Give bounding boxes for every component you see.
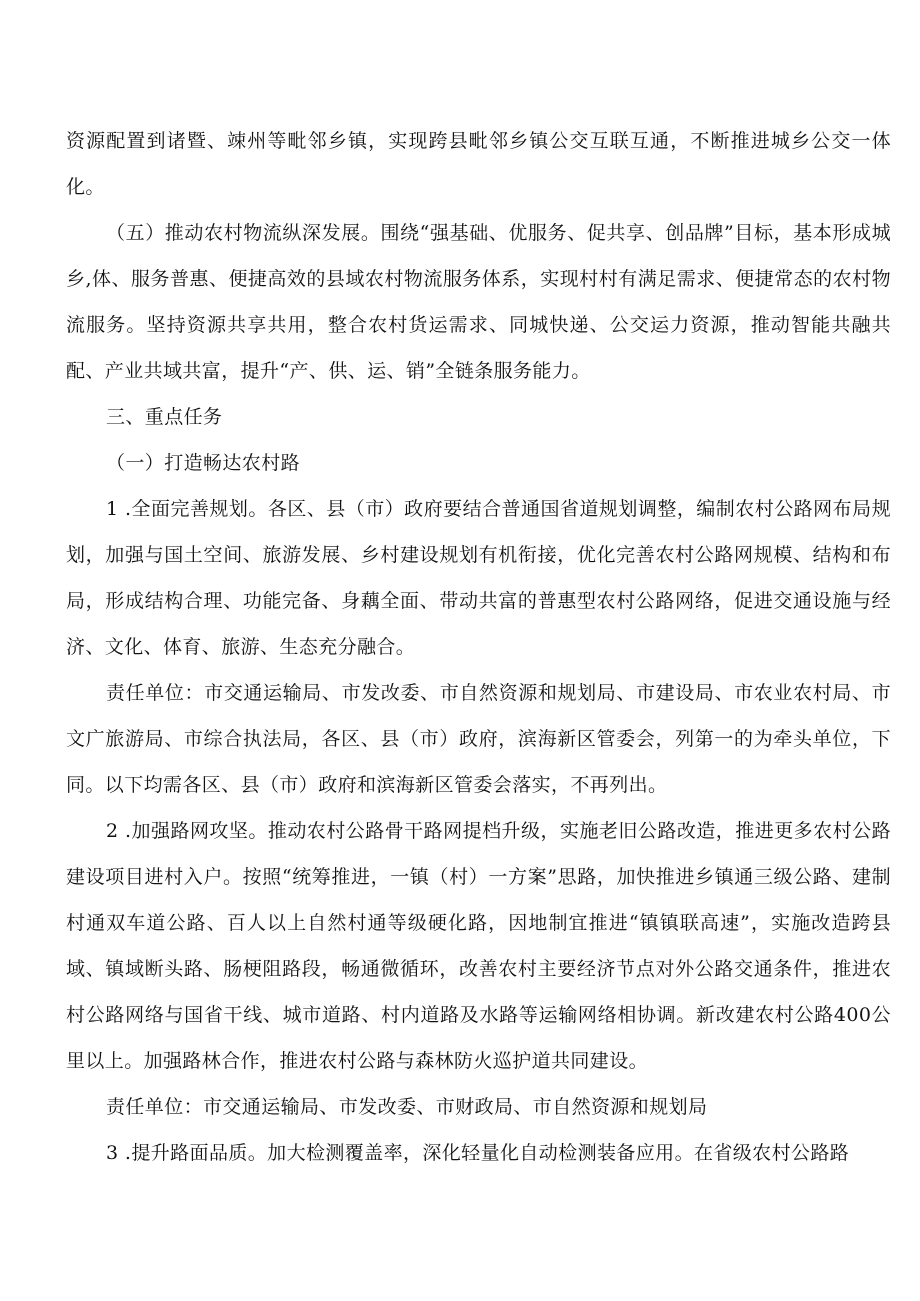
paragraph-responsible-units-1: 责任单位：市交通运输局、市发改委、市自然资源和规划局、市建设局、市农业农村局、市文广旅游局、市综合执法局，各区、县（市）政府，滨海新区管委会，列第一的为牵头单位，下同。以下均需各区、县（市）政府和滨海新区管委会落实，不再列出。 bbox=[66, 682, 891, 796]
paragraph-item-1-planning: 1 .全面完善规划。各区、县（市）政府要结合普通国省道规划调整，编制农村公路网布局规划，加强与国土空间、旅游发展、乡村建设规划有机衔接，优化完善农村公路网规模、结构和布局，形成结构合理、功能完备、身藕全面、带动共富的普惠型农村公路网络，促进交通设施与经济、文化、体育、旅游、生态充分融合。 bbox=[66, 498, 891, 658]
section-heading-key-tasks: 三、重点任务 bbox=[106, 406, 223, 428]
paragraph-item-3-road-quality: 3 .提升路面品质。加大检测覆盖率，深化轻量化自动检测装备应用。在省级农村公路路 bbox=[106, 1142, 850, 1164]
paragraph-responsible-units-2: 责任单位：市交通运输局、市发改委、市财政局、市自然资源和规划局 bbox=[106, 1096, 708, 1118]
paragraph-item-2-road-network: 2 .加强路网攻坚。推动农村公路骨干路网提档升级，实施老旧公路改造，推进更多农村公路建设项目进村入户。按照“统筹推进，一镇（村）一方案”思路，加快推进乡镇通三级公路、建制村通双车道公路、百人以上自然村通等级硬化路，因地制宜推进“镇镇联高速”，实施改造跨县域、镇域断头路、肠梗阻路段，畅通微循环，改善农村主要经济节点对外公路交通条件，推进农村公路网络与国省干线、城市道路、村内道路及水路等运输网络相协调。新改建农村公路400公里以上。加强路林合作，推进农村公路与森林防火巡护道共同建设。 bbox=[66, 820, 891, 1072]
document-body bbox=[66, 118, 891, 1176]
subsection-heading-rural-roads: （一）打造畅达农村路 bbox=[106, 452, 301, 474]
paragraph-continuation: 资源配置到诸暨、竦州等毗邻乡镇，实现跨县毗邻乡镇公交互联互通，不断推进城乡公交一体化。 bbox=[66, 130, 891, 198]
paragraph-rural-logistics: （五）推动农村物流纵深发展。围绕“强基础、优服务、促共享、创品牌”目标，基本形成城乡,体、服务普惠、便捷高效的县域农村物流服务体系，实现村村有满足需求、便捷常态的农村物流服务。坚持资源共享共用，整合农村货运需求、同城快递、公交运力资源，推动智能共融共配、产业共域共富，提升“产、供、运、销”全链条服务能力。 bbox=[66, 222, 891, 382]
